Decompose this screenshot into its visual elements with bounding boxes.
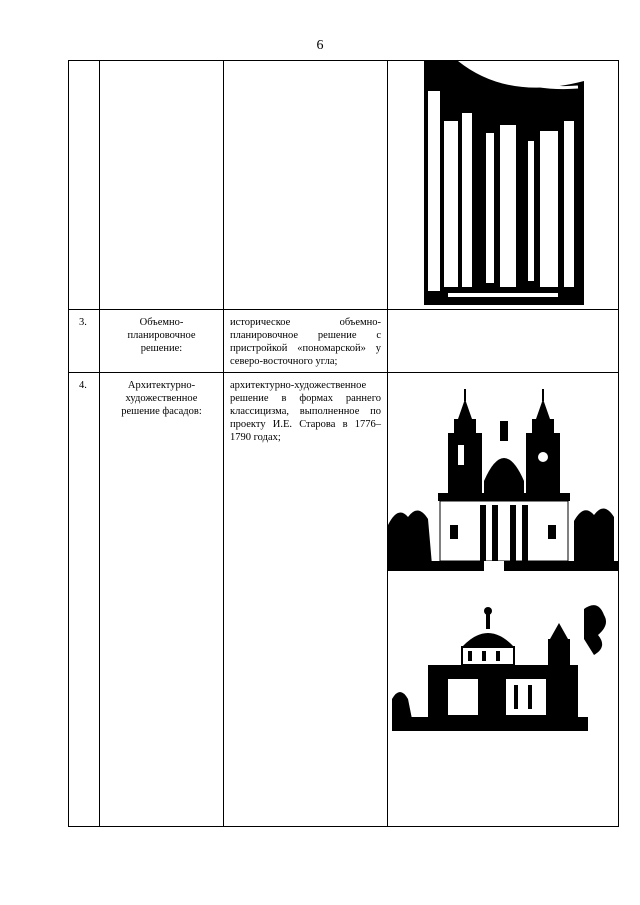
row-number-cell: 4.	[69, 373, 100, 827]
heritage-table	[68, 60, 619, 827]
table-row	[69, 373, 619, 827]
colonnade-interior-photo	[388, 61, 618, 309]
row-image-cell	[388, 310, 619, 373]
row-description-cell: историческое объемно-планировочное решение с пристройкой «пономарской» у северо-восточного угла;	[224, 310, 388, 373]
church-rotunda-photo	[388, 599, 618, 739]
row-description-cell	[224, 61, 388, 310]
row-number-cell: 3.	[69, 310, 100, 373]
row-name-cell: Объемно-планировочное решение:	[100, 310, 224, 373]
row-description-cell: архитектурно-художественное решение в формах раннего классицизма, выполненное по проекту И.Е. Старова в 1776–1790 годах;	[224, 373, 388, 827]
table-row	[69, 61, 619, 310]
row-image-cell	[388, 373, 619, 827]
row-name-cell	[100, 61, 224, 310]
church-facade-photo	[388, 385, 618, 585]
table-row	[69, 310, 619, 373]
row-name-cell: Архитектурно-художественное решение фасадов:	[100, 373, 224, 827]
page-number: 6	[316, 38, 324, 53]
row-image-cell	[388, 61, 619, 310]
row-number-cell	[69, 61, 100, 310]
